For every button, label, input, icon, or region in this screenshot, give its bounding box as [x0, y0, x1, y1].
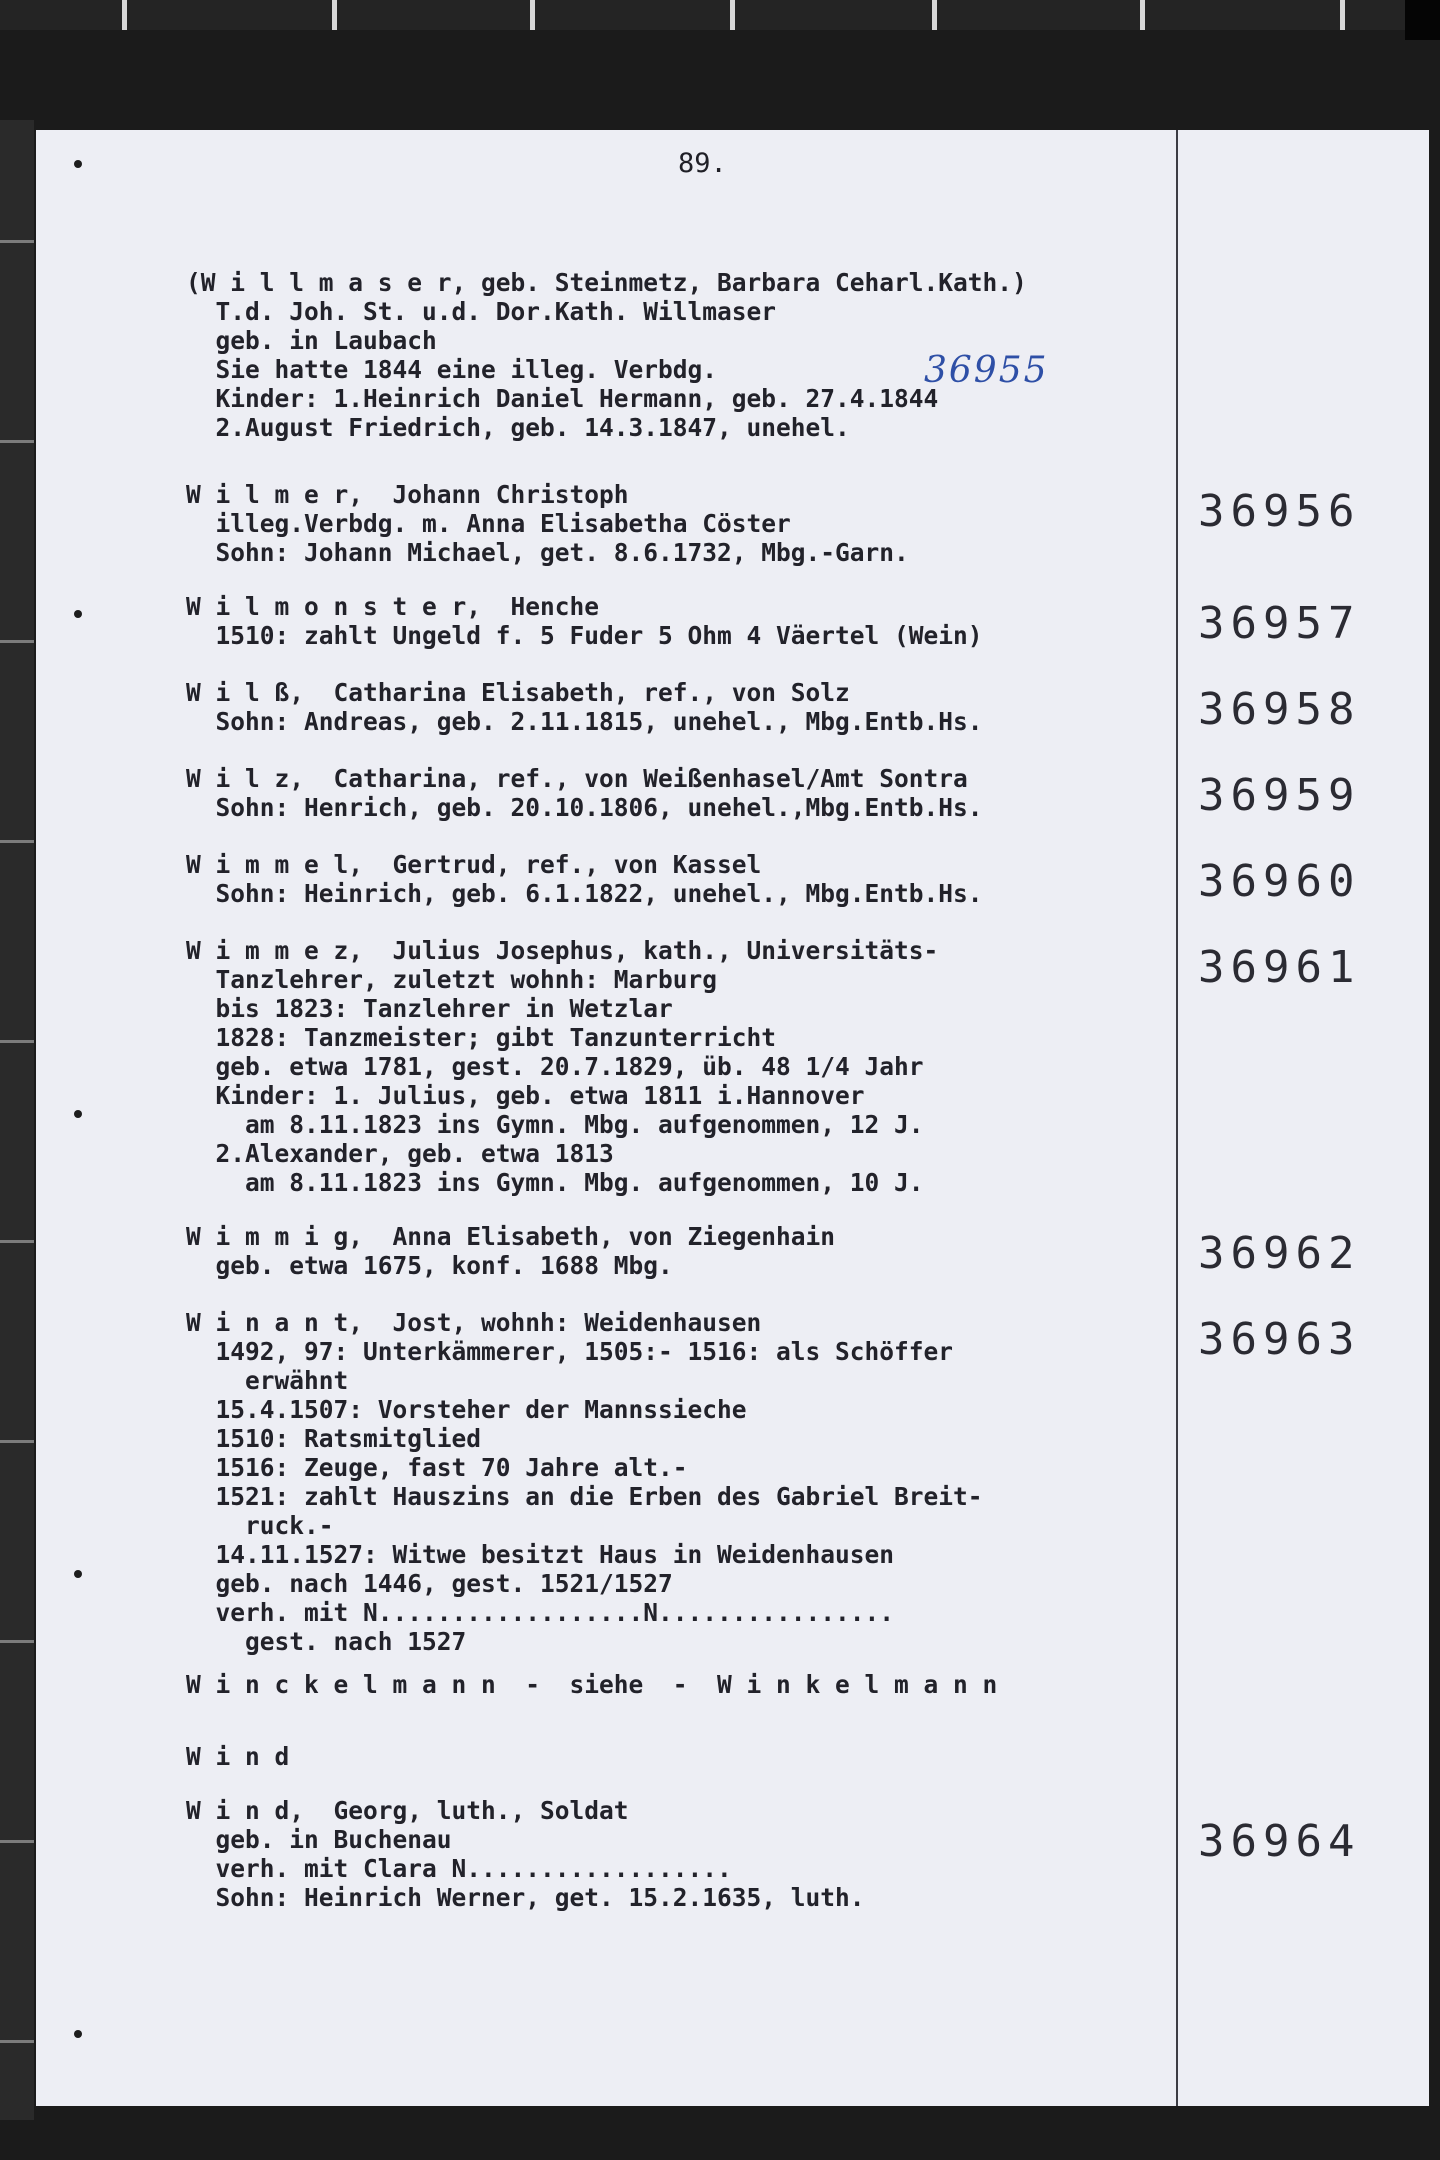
- film-left-edge: [0, 120, 34, 2120]
- entry-line: Sohn: Heinrich Werner, get. 15.2.1635, luth.: [186, 1883, 865, 1912]
- entry-line: 1828: Tanzmeister; gibt Tanzunterricht: [186, 1023, 777, 1052]
- entry-line: erwähnt: [186, 1366, 349, 1395]
- entry-line: Sohn: Johann Michael, get. 8.6.1732, Mbg.-Garn.: [186, 538, 909, 567]
- page-number: 89.: [678, 148, 727, 179]
- entry-line: Kinder: 1.Heinrich Daniel Hermann, geb. 27.4.1844: [186, 384, 939, 413]
- film-tick: [122, 0, 127, 30]
- entry-number: 36962: [1198, 1228, 1361, 1279]
- entry-line: Kinder: 1. Julius, geb. etwa 1811 i.Hannover: [186, 1081, 865, 1110]
- entry-line: geb. etwa 1781, gest. 20.7.1829, üb. 48 1/4 Jahr: [186, 1052, 924, 1081]
- entry-line: 2.August Friedrich, geb. 14.3.1847, unehel.: [186, 413, 850, 442]
- entry-number: 36963: [1198, 1314, 1361, 1365]
- entry-heading: W i n d, Georg, luth., Soldat: [186, 1796, 629, 1825]
- punch-hole: [74, 2030, 82, 2038]
- margin-rule: [1176, 130, 1178, 2106]
- entry-line: am 8.11.1823 ins Gymn. Mbg. aufgenommen, 12 J.: [186, 1110, 924, 1139]
- film-top-strip: [0, 0, 1440, 30]
- punch-hole: [74, 610, 82, 618]
- film-tick: [332, 0, 337, 30]
- entry-heading: W i l m e r, Johann Christoph: [186, 480, 629, 509]
- entry-heading: W i n a n t, Jost, wohnh: Weidenhausen: [186, 1308, 762, 1337]
- entry-line: bis 1823: Tanzlehrer in Wetzlar: [186, 994, 673, 1023]
- entry-line: 15.4.1507: Vorsteher der Mannssieche: [186, 1395, 747, 1424]
- entry-line: Sohn: Andreas, geb. 2.11.1815, unehel., Mbg.Entb.Hs.: [186, 707, 983, 736]
- entry-heading: W i n d: [186, 1742, 290, 1771]
- film-corner-mark: [1405, 0, 1440, 40]
- entry-number: 36956: [1198, 486, 1361, 537]
- entry-line: illeg.Verbdg. m. Anna Elisabetha Cöster: [186, 509, 791, 538]
- entry-line: Tanzlehrer, zuletzt wohnh: Marburg: [186, 965, 718, 994]
- entry-number: 36964: [1198, 1816, 1361, 1867]
- entry-line: Sohn: Heinrich, geb. 6.1.1822, unehel., Mbg.Entb.Hs.: [186, 879, 983, 908]
- entry-heading: W i l ß, Catharina Elisabeth, ref., von Solz: [186, 678, 850, 707]
- punch-hole: [74, 1570, 82, 1578]
- entry-line: ruck.-: [186, 1511, 334, 1540]
- entry-number: 36958: [1198, 684, 1361, 735]
- film-tick: [1340, 0, 1345, 30]
- entry-number: 36961: [1198, 942, 1361, 993]
- punch-hole: [74, 160, 82, 168]
- entry-heading: W i m m e z, Julius Josephus, kath., Universitäts-: [186, 936, 939, 965]
- entry-line: 1492, 97: Unterkämmerer, 1505:- 1516: als Schöffer: [186, 1337, 954, 1366]
- entry-line: 1521: zahlt Hauszins an die Erben des Gabriel Breit-: [186, 1482, 983, 1511]
- film-tick: [530, 0, 535, 30]
- entry-number: 36957: [1198, 598, 1361, 649]
- entry-number: 36960: [1198, 856, 1361, 907]
- film-tick: [1140, 0, 1145, 30]
- entry-heading: W i m m i g, Anna Elisabeth, von Ziegenhain: [186, 1222, 836, 1251]
- entry-line: verh. mit Clara N..................: [186, 1854, 732, 1883]
- entry-heading: W i m m e l, Gertrud, ref., von Kassel: [186, 850, 762, 879]
- entry-line: 1516: Zeuge, fast 70 Jahre alt.-: [186, 1453, 688, 1482]
- entry-line: 2.Alexander, geb. etwa 1813: [186, 1139, 614, 1168]
- entry-line: Sohn: Henrich, geb. 20.10.1806, unehel.,Mbg.Entb.Hs.: [186, 793, 983, 822]
- entry-line: geb. in Laubach: [186, 326, 437, 355]
- punch-hole: [74, 1110, 82, 1118]
- handwritten-number: 36955: [924, 350, 1049, 391]
- entry-heading: (W i l l m a s e r, geb. Steinmetz, Barbara Ceharl.Kath.): [186, 268, 1027, 297]
- entry-line: T.d. Joh. St. u.d. Dor.Kath. Willmaser: [186, 297, 777, 326]
- entry-line: geb. etwa 1675, konf. 1688 Mbg.: [186, 1251, 673, 1280]
- entry-line: geb. in Buchenau: [186, 1825, 452, 1854]
- entry-line: gest. nach 1527: [186, 1627, 467, 1656]
- entry-heading: W i n c k e l m a n n - siehe - W i n k e l m a n n: [186, 1670, 998, 1699]
- film-tick: [932, 0, 937, 30]
- film-tick: [730, 0, 735, 30]
- document-page: [36, 130, 1429, 2106]
- entry-number: 36959: [1198, 770, 1361, 821]
- entry-line: verh. mit N..................N................: [186, 1598, 895, 1627]
- entry-line: 1510: zahlt Ungeld f. 5 Fuder 5 Ohm 4 Väertel (Wein): [186, 621, 983, 650]
- entry-line: Sie hatte 1844 eine illeg. Verbdg.: [186, 355, 718, 384]
- entry-line: geb. nach 1446, gest. 1521/1527: [186, 1569, 673, 1598]
- entry-line: 14.11.1527: Witwe besitzt Haus in Weidenhausen: [186, 1540, 895, 1569]
- entry-line: 1510: Ratsmitglied: [186, 1424, 482, 1453]
- entry-heading: W i l z, Catharina, ref., von Weißenhasel/Amt Sontra: [186, 764, 968, 793]
- entry-heading: W i l m o n s t e r, Henche: [186, 592, 600, 621]
- entry-line: am 8.11.1823 ins Gymn. Mbg. aufgenommen, 10 J.: [186, 1168, 924, 1197]
